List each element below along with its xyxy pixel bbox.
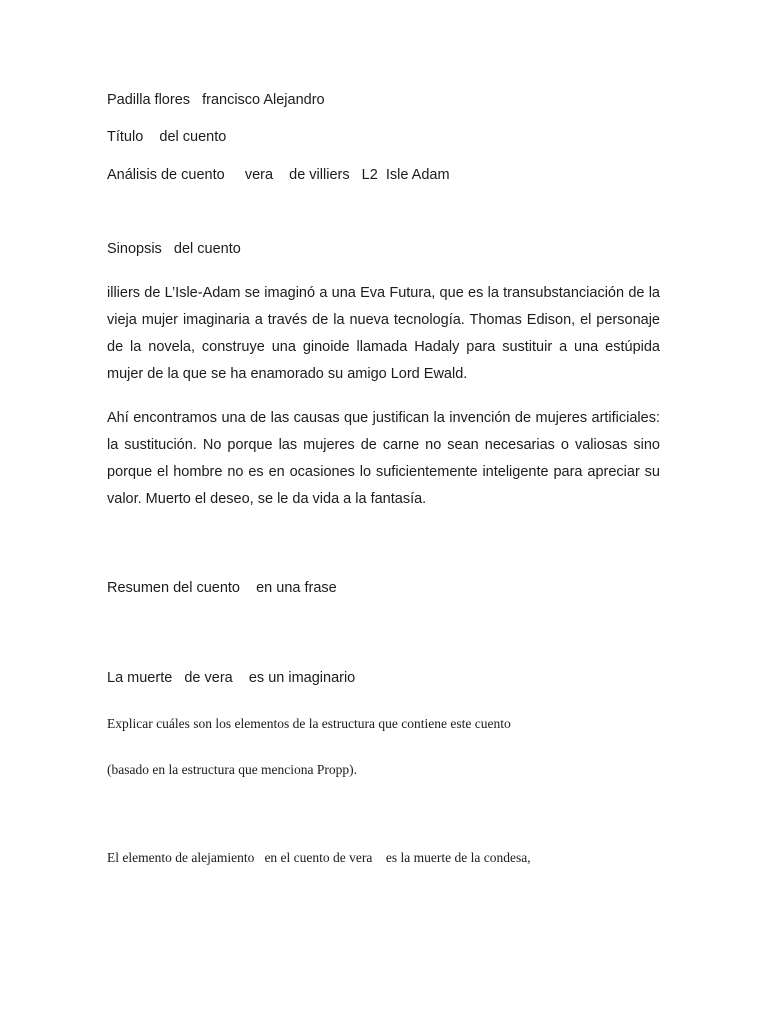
author-line: Padilla flores francisco Alejandro (107, 92, 325, 108)
structure-question-line-2: (basado en la estructura que menciona Propp). (107, 762, 358, 777)
structure-question-line-1: Explicar cuáles son los elementos de la estructura que contiene este cuento (107, 716, 511, 731)
synopsis-paragraph-1: illiers de L’Isle-Adam se imaginó a una Eva Futura, que es la transubstanciación de la vieja mujer imaginaria a través de la nueva tecnología. Thomas Edison, el personaje de la novela, construye una ginoide llamada Hadaly para sustituir a una estúpida mujer de la que se ha enamorado su amigo Lord Ewald. (107, 285, 660, 382)
structure-answer: El elemento de alejamiento en el cuento de vera es la muerte de la condesa, (107, 850, 531, 865)
synopsis-paragraph-2: Ahí encontramos una de las causas que justifican la invención de mujeres artificiales: la sustitución. No porque las mujeres de carne no sean necesarias o valiosas sino porque el hombre no es en ocasiones lo suficientemente inteligente para apreciar su valor. Muerto el deseo, se le da vida a la fantasía. (107, 410, 660, 507)
analysis-line: Análisis de cuento vera de villiers L2 Isle Adam (107, 167, 450, 183)
summary-heading: Resumen del cuento en una frase (107, 580, 337, 596)
synopsis-heading: Sinopsis del cuento (107, 241, 241, 257)
summary-sentence: La muerte de vera es un imaginario (107, 670, 356, 686)
title-line: Título del cuento (107, 129, 227, 145)
